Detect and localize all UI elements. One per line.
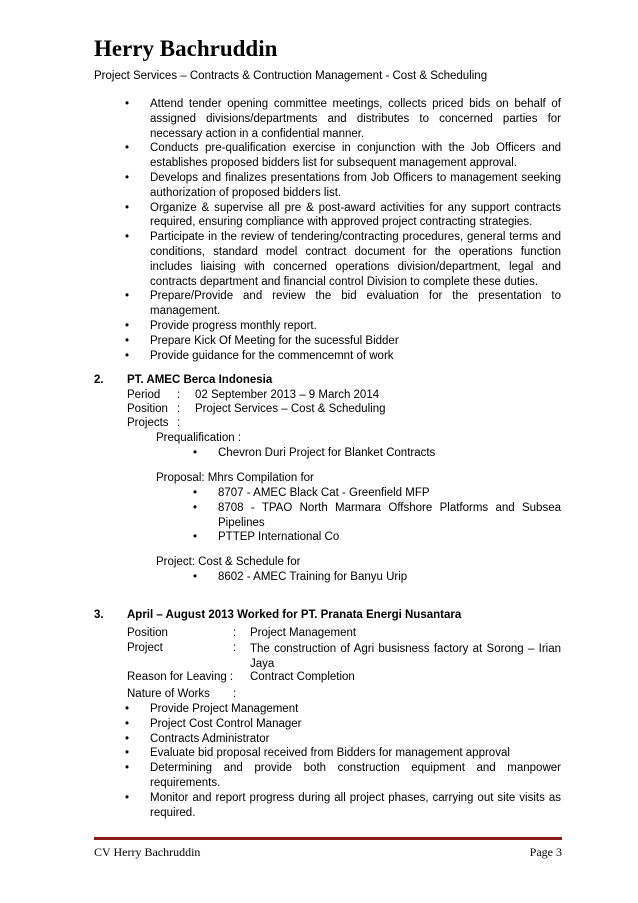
list-item: • Conducts pre-qualification exercise in conjunction with the Job Officers and establishes proposed bidders list for subsequent management approval. <box>150 141 561 171</box>
prequal-label: Prequalification : <box>156 432 242 444</box>
proposal-label: Proposal: Mhrs Compilation for <box>156 472 314 484</box>
footer-page-number: Page 3 <box>529 845 562 859</box>
list-item: • Attend tender opening committee meetings, collects priced bids on behalf of assigned divisions/departments and distributes to concerned parties for necessary action in a confidential manner. <box>150 97 561 141</box>
cost-schedule-label: Project: Cost & Schedule for <box>156 556 301 568</box>
list-item: • Organize & supervise all pre & post-award activities for any support contracts required, ensuring compliance with approved project contracting strategies. <box>150 201 561 231</box>
list-item: • Monitor and report progress during all project phases, carrying out site visits as required. <box>150 791 561 821</box>
position-label: Position <box>127 403 168 415</box>
nature-colon: : <box>233 688 237 700</box>
list-item: • PTTEP International Co <box>218 530 561 545</box>
s3-position-colon: : <box>233 627 237 639</box>
list-item: • Develops and finalizes presentations from Job Officers to management seeking authorization of proposed bidders list. <box>150 171 561 201</box>
list-item: • Provide guidance for the commencemnt of work <box>150 349 561 364</box>
section-3-title: April – August 2013 Worked for PT. Pranata Energi Nusantara <box>127 609 462 621</box>
list-item: • Provide progress monthly report. <box>150 319 561 334</box>
s3-position-value: Project Management <box>250 627 357 639</box>
list-item: • 8602 - AMEC Training for Banyu Urip <box>218 570 561 585</box>
list-item: • Evaluate bid proposal received from Bidders for management approval <box>150 746 561 761</box>
projects-label: Projects <box>127 417 169 429</box>
list-item: • Participate in the review of tendering/contracting procedures, general terms and conditions, standard model contract document for the operations function includes liaising with concerned operations division/department, legal and contracts department and financial control Division to complete these duties. <box>150 230 561 289</box>
list-item: • Prepare Kick Of Meeting for the sucessful Bidder <box>150 334 561 349</box>
list-item: • Prepare/Provide and review the bid evaluation for the presentation to management. <box>150 289 561 319</box>
period-label: Period <box>127 389 161 401</box>
footer-cv-name: CV Herry Bachruddin <box>94 845 201 859</box>
list-item: • Project Cost Control Manager <box>150 717 561 732</box>
prequal-list <box>218 446 561 461</box>
position-value: Project Services – Cost & Scheduling <box>195 403 386 415</box>
reason-value: Contract Completion <box>250 671 355 683</box>
footer-divider <box>94 837 562 840</box>
s3-project-value: The construction of Agri busisness factory at Sorong – Irian Jaya <box>250 643 561 670</box>
list-item: • Chevron Duri Project for Blanket Contracts <box>218 446 561 461</box>
s3-project-label: Project <box>127 642 163 654</box>
period-value: 02 September 2013 – 9 March 2014 <box>195 389 380 401</box>
nature-label: Nature of Works <box>127 688 210 700</box>
resume-name: Herry Bachruddin <box>94 36 278 61</box>
list-item: • Contracts Administrator <box>150 732 561 747</box>
proposal-list <box>218 486 561 545</box>
list-item: • Determining and provide both construction equipment and manpower requirements. <box>150 761 561 791</box>
projects-colon: : <box>177 417 181 429</box>
resume-subtitle: Project Services – Contracts & Contruction Management - Cost & Scheduling <box>94 70 488 82</box>
s3-position-label: Position <box>127 627 168 639</box>
section-2-number: 2. <box>94 374 104 386</box>
list-item: • 8707 - AMEC Black Cat - Greenfield MFP <box>218 486 561 501</box>
section-3-number: 3. <box>94 609 104 621</box>
s3-project-colon: : <box>233 642 237 654</box>
position-colon: : <box>177 403 181 415</box>
duties-list <box>150 97 561 363</box>
list-item: • Provide Project Management <box>150 702 561 717</box>
list-item: • 8708 - TPAO North Marmara Offshore Platforms and Subsea Pipelines <box>218 501 561 531</box>
reason-label: Reason for Leaving : <box>127 671 234 683</box>
nature-list <box>150 702 561 820</box>
cost-schedule-list <box>218 570 561 585</box>
period-colon: : <box>177 389 181 401</box>
section-2-company: PT. AMEC Berca Indonesia <box>127 374 273 386</box>
